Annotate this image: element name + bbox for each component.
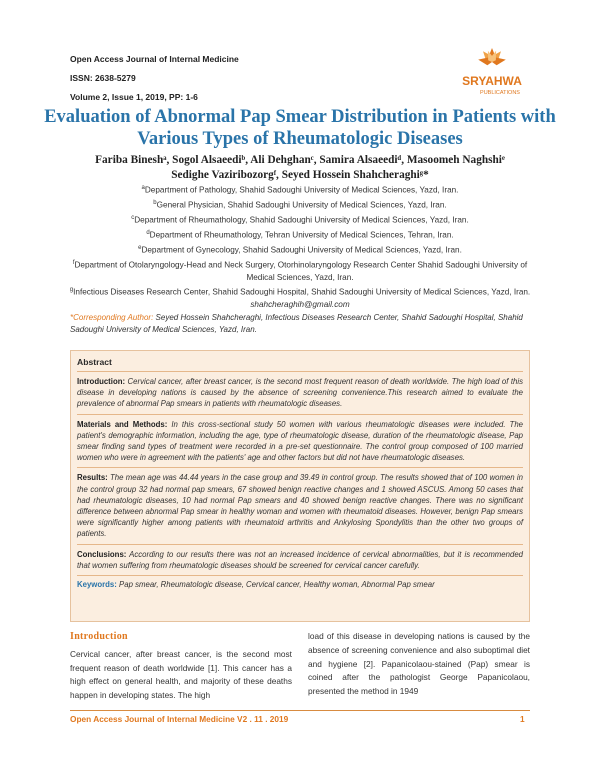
affiliation-b: $^b$General Physician, Shahid Sadoughi University of Medical Sciences, Yazd, Iran. (153, 199, 447, 210)
journal-issn: ISSN: 2638-5279 (70, 73, 136, 83)
abstract-heading: Abstract (77, 357, 112, 367)
abstract-divider (77, 414, 523, 415)
author-list (40, 153, 560, 183)
abstract-divider (77, 575, 523, 576)
footer-divider (70, 710, 530, 711)
paper-title: Evaluation of Abnormal Pap Smear Distribution in Patients with Various Types of Rheumatologic Diseases (44, 107, 556, 149)
affiliation-g: $^g$Infectious Diseases Research Center, Shahid Sadoughi Hospital, Shahid Sadoughi University of Medical Sciences, Yazd, Iran. (69, 286, 531, 297)
footer-journal: Open Access Journal of Internal Medicine V2 . 11 . 2019 (70, 714, 289, 724)
body-text-left: Cervical cancer, after breast cancer, is the second most frequent reason of death worldwide [1]. This cancer has a high effect on general health, and majority of these deaths happen in developing states. The high (70, 648, 292, 701)
logo-sub: PUBLICATIONS (480, 90, 520, 96)
authors-line-1: Fariba Bineshᵃ, Sogol Alsaeediᵇ, Ali Dehghanᶜ, Samira Alsaeediᵈ, Masoomeh Naghshiᵉ (95, 154, 505, 166)
abstract-methods: Materials and Methods: In this cross-sectional study 50 women with various rheumatologic diseases were included. The patient's demographic information, including the age, type of rheumatologic disease, duration of the rheumatologic disease, Pap smear finding sand types of treatment were recorded in a pre-set questionnaire. The control group composed of 100 married women who were in agreement with the patients' age and other factors but did not have rheumatologic diseases. (77, 419, 523, 463)
body-column-left (70, 630, 292, 703)
body-column-right (308, 630, 530, 699)
affiliation-e: $^e$Department of Gynecology, Shahid Sadoughi University of Medical Sciences, Yazd, Iran. (138, 244, 462, 255)
corresponding-author (70, 312, 540, 336)
journal-volume: Volume 2, Issue 1, 2019, PP: 1-6 (70, 92, 198, 102)
section-heading-introduction: Introduction (70, 631, 128, 642)
corresponding-text: Seyed Hossein Shahcheraghi, Infectious Diseases Research Center, Shahid Sadoughi Hospital, Shahid Sadoughi University of Medical Sciences, Yazd, Iran. (70, 313, 523, 334)
corresponding-label: *Corresponding Author: (70, 313, 154, 322)
journal-name: Open Access Journal of Internal Medicine (70, 54, 239, 64)
journal-header (70, 50, 239, 107)
logo-brand: SRYAHWA (462, 74, 522, 88)
affiliation-c: $^c$Department of Rheumathology, Shahid Sadoughi University of Medical Sciences, Yazd, Iran. (131, 214, 469, 225)
email-link[interactable]: shahcheraghih@gmail.com (250, 299, 350, 309)
sun-flower-icon (478, 48, 507, 66)
authors-line-2: Sedighe Vaziribozorgᶠ, Seyed Hossein Shahcheraghiᵍ* (171, 169, 429, 181)
affiliation-a: $^a$Department of Pathology, Shahid Sadoughi University of Medical Sciences, Yazd, Iran. (141, 185, 459, 195)
publisher-logo (448, 42, 536, 100)
affiliation-f: $^f$Department of Otolaryngology-Head and Neck Surgery, Otorhinolaryngology Research Center Shahid Sadoughi University of Medical Sciences, Yazd, Iran. (72, 259, 528, 282)
abstract-divider (77, 467, 523, 468)
abstract-results: Results: The mean age was 44.44 years in the case group and 39.49 in control group. The results showed that of 100 women in the control group 32 had normal pap smears, 67 showed benign reactive changes and 1 showed ASCUS. Among 50 cases that had rheumatologic diseases, 10 had normal Pap smears and 40 showed benign reactive changes. There was no significant difference between abnormal Pap smear in healthy woman and women with rheumatoid diseases. However, benign Pap smears were significantly higher among patients with rheumatoid arthritis and Ankylosing Spondylitis than the other two groups of patients. (77, 473, 523, 539)
page-number: 1 (520, 714, 525, 724)
affiliation-d: $^d$Department of Rheumathology, Tehran University of Medical Sciences, Tehran, Iran. (146, 229, 454, 240)
abstract-introduction: Introduction: Cervical cancer, after breast cancer, is the second most frequent reason of death worldwide. The high load of this disease in developing nations is caused by the absence of screening convenience.This research aimed to evaluate the prevalence of abnormal Pap smears in patients with rheumatologic diseases. (77, 377, 523, 409)
body-text-right: load of this disease in developing nations is caused by the absence of screening convenience and also suboptimal diet and hygiene [2]. Papanicolaou-stained (Pap) smear is coined after the pathologist George Papanicolaou, presented the method in 1949 (308, 631, 530, 697)
abstract-keywords: Keywords: Pap smear, Rheumatologic disease, Cervical cancer, Healthy woman, Abnormal Pap smear (77, 580, 435, 590)
abstract-divider (77, 371, 523, 372)
abstract-box (70, 350, 530, 622)
affiliations (60, 182, 540, 311)
abstract-conclusions: Conclusions: According to our results there was not an increased incidence of cervical abnormalities, but it is recommended that women suffering from rheumatologic diseases should be screened for cervical cancer carefully. (77, 549, 523, 570)
abstract-divider (77, 544, 523, 545)
